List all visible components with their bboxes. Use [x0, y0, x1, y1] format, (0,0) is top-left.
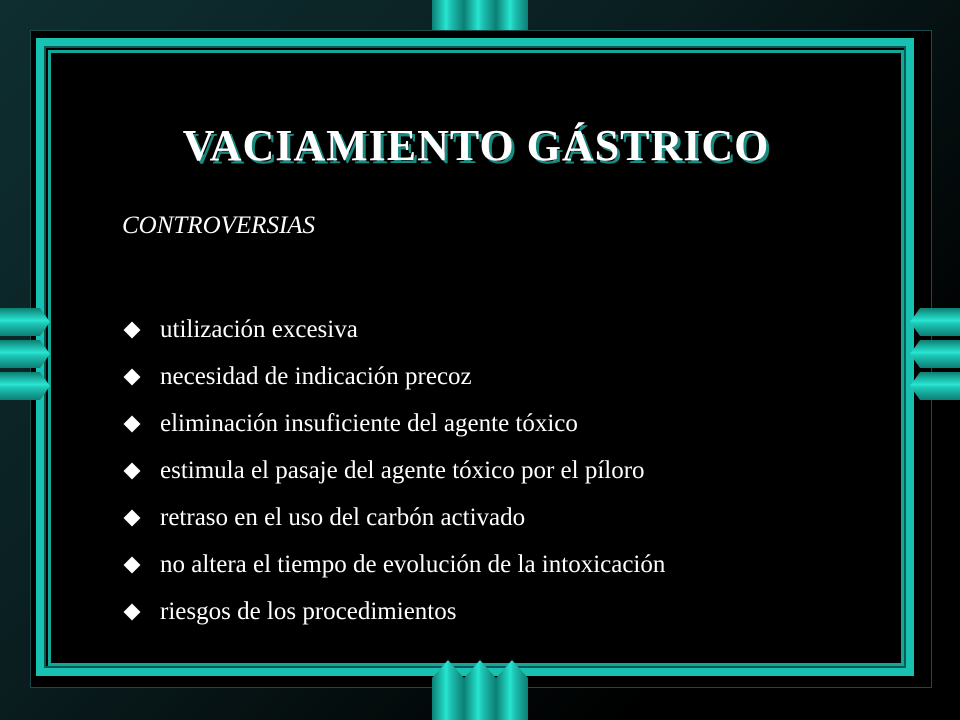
bullet-text: riesgos de los procedimientos	[160, 597, 457, 625]
left-decor-bar	[0, 340, 50, 368]
bullet-item	[122, 494, 665, 541]
bullet-item	[122, 400, 665, 447]
right-decor-bar	[910, 340, 960, 368]
bullet-text: estimula el pasaje del agente tóxico por el píloro	[160, 456, 645, 484]
diamond-bullet-icon	[124, 321, 141, 338]
bullet-item	[122, 353, 665, 400]
diamond-bullet-icon	[124, 509, 141, 526]
bullet-item	[122, 541, 665, 588]
slide-subtitle: CONTROVERSIAS	[122, 212, 316, 239]
slide-title: VACIAMIENTO GÁSTRICO	[182, 121, 770, 170]
diamond-bullet-icon	[124, 415, 141, 432]
bullet-text: eliminación insuficiente del agente tóxico	[160, 409, 578, 437]
right-decor-bar	[910, 372, 960, 400]
diamond-bullet-icon	[124, 556, 141, 573]
left-decor-bar	[0, 372, 50, 400]
bullet-item	[122, 447, 665, 494]
slide-content	[64, 66, 888, 650]
bullet-text: necesidad de indicación precoz	[160, 362, 472, 390]
bullet-item	[122, 306, 665, 353]
diamond-bullet-icon	[124, 462, 141, 479]
left-decor-bar	[0, 308, 50, 336]
bullet-item	[122, 588, 665, 635]
diamond-bullet-icon	[124, 603, 141, 620]
diamond-bullet-icon	[124, 368, 141, 385]
bullet-text: utilización excesiva	[160, 315, 358, 343]
bullet-text: retraso en el uso del carbón activado	[160, 503, 526, 531]
bullet-list	[122, 306, 665, 635]
bullet-text: no altera el tiempo de evolución de la intoxicación	[160, 550, 666, 578]
right-decor-bar	[910, 308, 960, 336]
